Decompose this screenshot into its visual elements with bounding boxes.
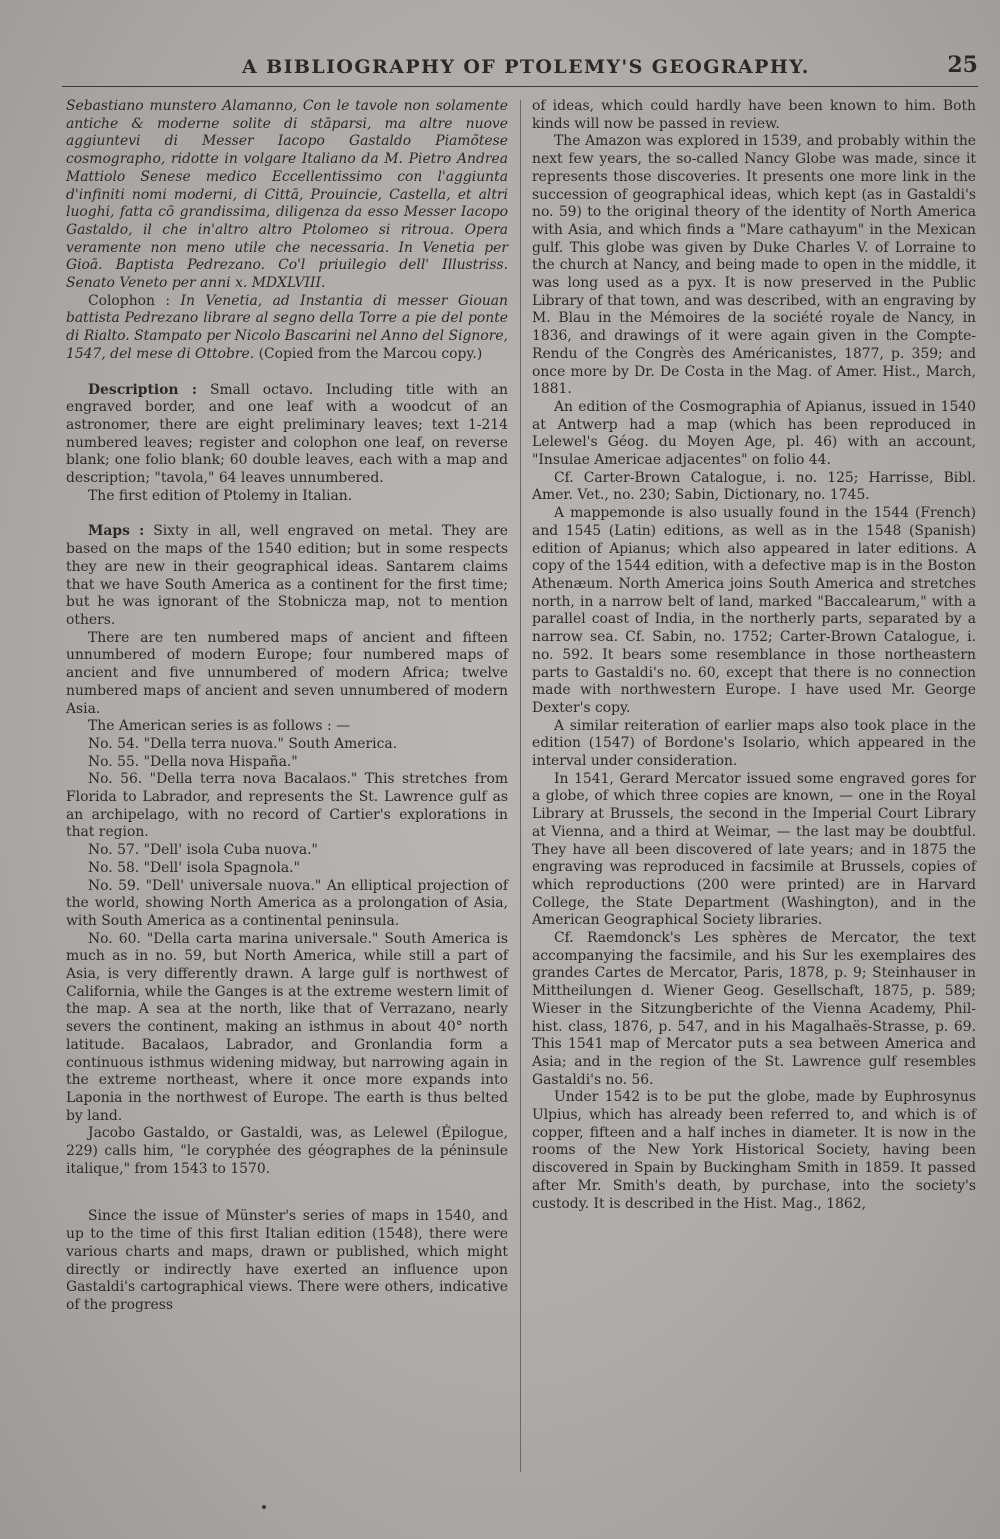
title-transcription: Sebastiano munstero Alamanno, Con le tavole non solamente antiche & moderne solite di stāparsi, ma altre nuove aggiuntevi di Messer Iacopo Gastaldo Piamõtese cosmographo, ridotte in volgare Italiano da M. Pietro Andrea Mattiolo Senese medico Eccellentissimo con l'aggiunta d'infiniti nomi moderni, di Cittā, Prouincie, Castella, et altri luoghi, fatta cō grandissima, diligenza da esso Messer Iacopo Gastaldo, il che in'altro altro Ptolomeo si ritroua. Opera veramente non meno utile che necessaria. In Venetia per Gioā. Baptista Pedrezano. Co'l priuilegio dell' Illustriss. Senato Veneto per anni x. MDXLVIII. [66,98,508,292]
maps-paragraph [66,523,508,629]
footer-mark [262,1505,266,1509]
map-entry-57: No. 57. "Dell' isola Cuba nuova." [88,842,318,859]
colophon-label: Colophon : [88,292,171,309]
maps-text: Sixty in all, well engraved on metal. They are based on the maps of the 1540 edition; but in some respects they are new in their geographical ideas. Santarem claims that we have South America as a continent for the first time; but he was ignorant of the Stobnicza map, not to mention others. [66,523,509,628]
description-heading: Description : [88,381,198,398]
reference-paragraph-2: Cf. Raemdonck's Les sphères de Mercator, the text accompanying the facsimile, and his Sur les exemplaires des grandes Cartes de Mercator, Paris, 1878, p. 9; Steinhauser in Mittheilungen d. Wiener Geog. Gesellschaft, 1875, p. 589; Wieser in the Sitzungberichte of the Vienna Academy, Phil-hist. class, 1876, p. 547, and in his Magalhaës-Strasse, p. 69. This 1541 map of Mercator puts a sea between America and Asia; and in the region of the St. Lawrence gulf resembles Gastaldi's no. 56. [532,930,976,1088]
mercator-paragraph: In 1541, Gerard Mercator issued some engraved gores for a globe, of which three copies are known, — one in the Royal Library at Brussels, the second in the Imperial Court Library at Vienna, and a third at Weimar, — the last may be doubtful. They have all been discovered of late years; and in 1875 the engraving was reproduced in facsimile at Brussels, copies of which reproductions (200 were printed) are in Harvard College, the State Department (Washington), and in the American Geographical Society libraries. [532,770,976,929]
mappemonde-paragraph: A mappemonde is also usually found in the 1544 (French) and 1545 (Latin) editions, as well as in the 1548 (Spanish) edition of Apianus; which also appeared in later editions. A copy of the 1544 edition, with a defective map is in the Boston Athenæum. North America joins South America and stretches north, in a narrow belt of land, marked "Baccalearum," with a parallel coast of India, in the northerly parts, separated by a narrow sea. Cf. Sabin, no. 1752; Carter-Brown Catalogue, i. no. 592. It bears some resemblance in those northeastern parts to Gastaldi's no. 60, except that there is no connection made with northwestern Europe. I have used Mr. George Dexter's copy. [532,505,976,716]
column-divider [520,100,521,1472]
running-header [62,52,978,87]
first-edition-note: The first edition of Ptolemy in Italian. [88,487,353,504]
amazon-paragraph: The Amazon was explored in 1539, and probably within the next few years, the so-called Nancy Globe was made, since it represents those discoveries. It presents one more link in the succession of geographical ideas, which kept (as in Gastaldi's no. 59) to the original theory of the identity of North America with Asia, and which finds a "Mare cathayum" in the Mexican gulf. This globe was given by Duke Charles V. of Lorraine to the church at Nancy, and being made to open in the middle, it was long used as a pyx. It is now preserved in the Public Library of that town, and was described, with an engraving by M. Blau in the Mémoires de la société royale de Nancy, in 1836, and drawings of it were again given in the Compte-Rendu of the Congrès des Américanistes, 1877, p. 359; and once more by Dr. De Costa in the Mag. of Amer. Hist., March, 1881. [532,133,976,398]
colophon-note: (Copied from the Marcou copy.) [258,345,483,362]
description-text: Small octavo. Including title with an engraved border, and one leaf with a woodcut of an astronomer, there are eight preliminary leaves; text 1-214 numbered leaves; register and colophon one leaf, on reverse blank; one folio blank; 60 double leaves, each with a map and description; "tavola," 64 leaves unnumbered. [66,381,508,487]
page-number: 25 [947,52,978,78]
maps-heading: Maps : [88,523,145,540]
american-series-intro: The American series is as follows : — [88,718,350,735]
map-entry-60: No. 60. "Della carta marina universale." South America is much as in no. 59, but North America, while still a part of Asia, is very differently drawn. A large gulf is northwest of California, while the Ganges is at the extreme western limit of the map. A sea at the north, like that of Verrazano, nearly severs the continent, making an isthmus in about 40° north latitude. Bacalaos, Labrador, and Gronlandia form a continuous isthmus widening midway, but narrowing again in the extreme northeast, where it once more expands into Laponia in the northwest of Europe. The earth is thus belted by land. [66,930,508,1124]
reference-paragraph-1: Cf. Carter-Brown Catalogue, i. no. 125; Harrisse, Bibl. Amer. Vet., no. 230; Sabin, Dictionary, no. 1745. [532,469,976,504]
since-issue-paragraph: Since the issue of Münster's series of maps in 1540, and up to the time of this first Italian edition (1548), there were various charts and maps, drawn or published, which might directly or indirectly have exerted an influence upon Gastaldi's cartographical views. There were others, indicative of the progress [66,1208,508,1313]
reiteration-paragraph: A similar reiteration of earlier maps also took place in the edition (1547) of Bordone's Isolario, which appeared in the interval under consideration. [532,717,976,770]
gastaldo-paragraph: Jacobo Gastaldo, or Gastaldi, was, as Lelewel (Épilogue, 229) calls him, "le coryphée des géographes de la péninsule italique," from 1543 to 1570. [66,1125,508,1177]
continuation-paragraph: of ideas, which could hardly have been known to him. Both kinds will now be passed in review. [532,98,976,132]
map-entry-56: No. 56. "Della terra nova Bacalaos." This stretches from Florida to Labrador, and represents the St. Lawrence gulf as an archipelago, with no record of Cartier's explorations in that region. [66,771,508,841]
description-paragraph [66,382,508,488]
left-column [66,98,508,1315]
running-title: A BIBLIOGRAPHY OF PTOLEMY'S GEOGRAPHY. [242,56,810,78]
maps-numbered-paragraph: There are ten numbered maps of ancient and fifteen unnumbered of modern Europe; four numbered maps of ancient and five unnumbered of modern Africa; twelve numbered maps of ancient and seven unnumbered of modern Asia. [66,629,508,717]
map-entry-58: No. 58. "Dell' isola Spagnola." [88,859,300,876]
colophon-text: In Venetia, ad Instantia di messer Giouan battista Pedrezano librare al segno della Torre a pie del ponte di Rialto. Stampato per Nicolo Bascarini nel Anno del Signore, 1547, del mese di Ottobre. [66,292,509,362]
colophon [66,293,508,364]
map-entry-54: No. 54. "Della terra nuova." South America. [88,735,398,752]
map-entry-59: No. 59. "Dell' universale nuova." An elliptical projection of the world, showing North America as a prolongation of Asia, with South America as a continental peninsula. [66,877,508,929]
ulpius-paragraph: Under 1542 is to be put the globe, made by Euphrosynus Ulpius, which has already been referred to, and which is of copper, fifteen and a half inches in diameter. It is now in the rooms of the New York Historical Society, having been discovered in Spain by Buckingham Smith in 1859. It passed after Mr. Smith's death, by purchase, into the society's custody. It is described in the Hist. Mag., 1862, [532,1089,976,1212]
right-column [532,98,976,1213]
map-entry-55: No. 55. "Della nova Hispaña." [88,753,298,770]
apianus-paragraph: An edition of the Cosmographia of Apianus, issued in 1540 at Antwerp had a map (which has been reproduced in Lelewel's Géog. du Moyen Age, pl. 46) with an account, "Insulae Americae adjacentes" on folio 44. [532,398,976,469]
